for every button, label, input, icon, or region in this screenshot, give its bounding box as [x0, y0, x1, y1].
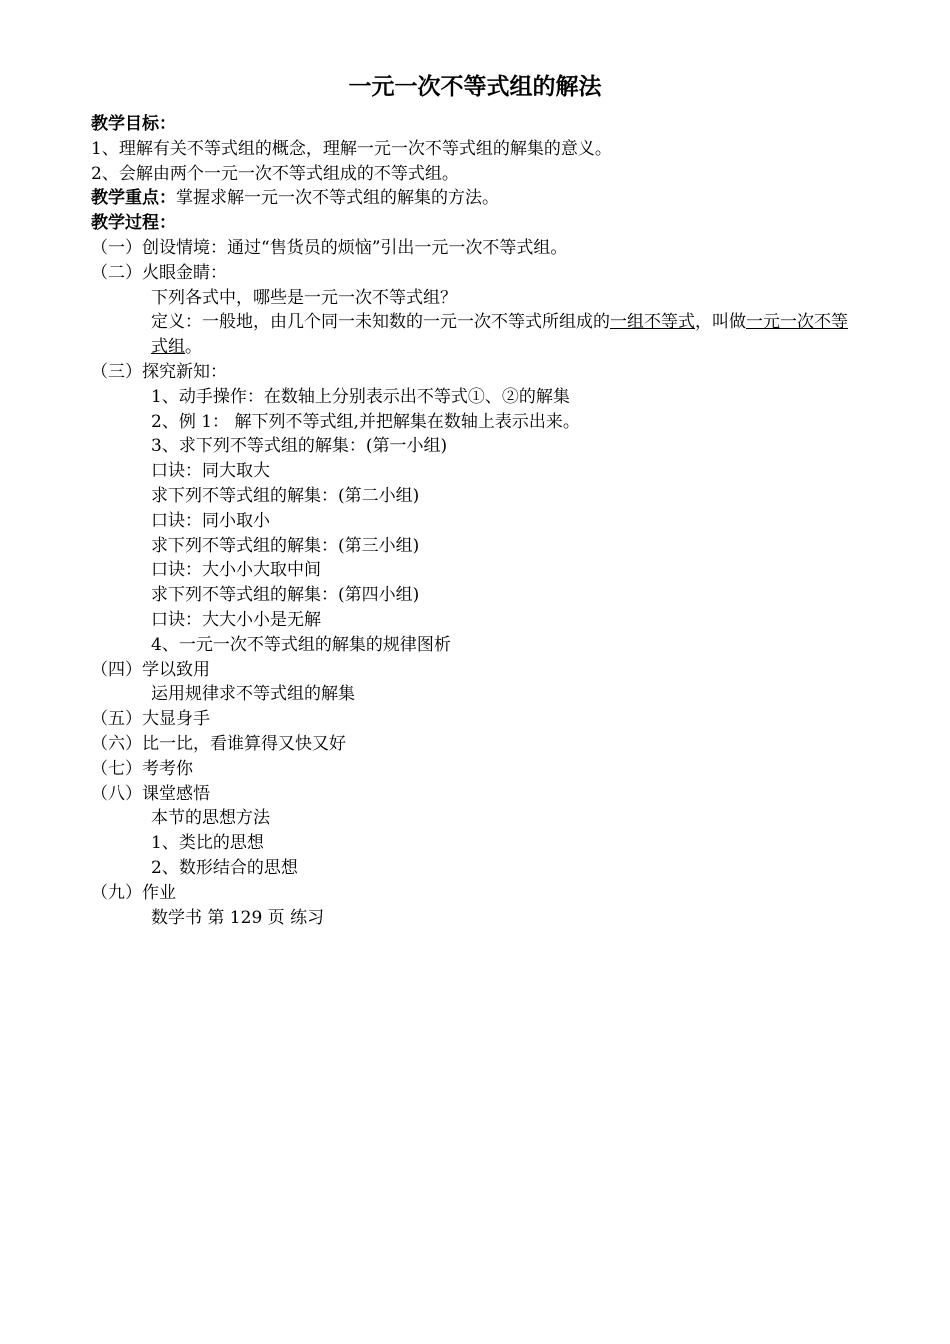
section-3-item: 2、例 1： 解下列不等式组,并把解集在数轴上表示出来。 [151, 411, 580, 432]
document-body [91, 112, 861, 930]
section-3: （三）探究新知： [91, 361, 227, 382]
section-3-item: 口诀：大大小小是无解 [151, 609, 321, 630]
section-8-item: 本节的思想方法 [151, 808, 270, 829]
section-3-item: 3、求下列不等式组的解集：(第一小组) [151, 436, 448, 457]
section-8: （八）课堂感悟 [91, 783, 210, 804]
section-8-item: 1、类比的思想 [151, 833, 264, 854]
section-3-item: 1、动手操作：在数轴上分别表示出不等式①、②的解集 [151, 386, 570, 407]
section-3-item: 4、一元一次不等式组的解集的规律图析 [151, 634, 451, 655]
definition-term-1: 一组不等式 [610, 312, 695, 333]
section-2-question: 下列各式中，哪些是一元一次不等式组？ [151, 287, 457, 308]
goal-item: 2、会解由两个一元一次不等式组成的不等式组。 [91, 163, 459, 184]
section-3-item: 口诀：同小取小 [151, 510, 270, 531]
section-4: （四）学以致用 [91, 659, 210, 680]
section-9: （九）作业 [91, 882, 176, 903]
goal-item: 1、理解有关不等式组的概念，理解一元一次不等式组的解集的意义。 [91, 138, 612, 159]
section-3-item: 求下列不等式组的解集：(第四小组) [151, 585, 420, 606]
section-5: （五）大显身手 [91, 709, 210, 730]
section-1: （一）创设情境：通过“售货员的烦恼”引出一元一次不等式组。 [91, 237, 568, 258]
section-3-item: 求下列不等式组的解集：(第二小组) [151, 485, 420, 506]
key-point-text: 掌握求解一元一次不等式组的解集的方法。 [176, 188, 499, 209]
process-heading: 教学过程： [91, 213, 176, 234]
section-7: （七）考考你 [91, 758, 193, 779]
section-2: （二）火眼金睛： [91, 262, 227, 283]
section-3-item: 求下列不等式组的解集：(第三小组) [151, 535, 420, 556]
section-8-item: 2、数形结合的思想 [151, 857, 298, 878]
section-3-item: 口诀：大小小大取中间 [151, 560, 321, 581]
key-point-label: 教学重点： [91, 188, 176, 209]
section-2-definition [91, 310, 861, 360]
section-4-text: 运用规律求不等式组的解集 [151, 684, 355, 705]
definition-term-2: 一元一次不等式组 [151, 312, 848, 358]
definition-text: 。 [185, 337, 202, 358]
goals-heading: 教学目标： [91, 114, 176, 134]
section-3-item: 口诀：同大取大 [151, 461, 270, 482]
document-title: 一元一次不等式组的解法 [348, 74, 602, 100]
definition-text: 定义：一般地，由几个同一未知数的一元一次不等式所组成的 [151, 312, 610, 333]
section-9-text: 数学书 第 129 页 练习 [151, 907, 325, 928]
key-point [91, 186, 861, 211]
definition-text: ，叫做 [695, 312, 746, 333]
section-6: （六）比一比，看谁算得又快又好 [91, 733, 346, 754]
